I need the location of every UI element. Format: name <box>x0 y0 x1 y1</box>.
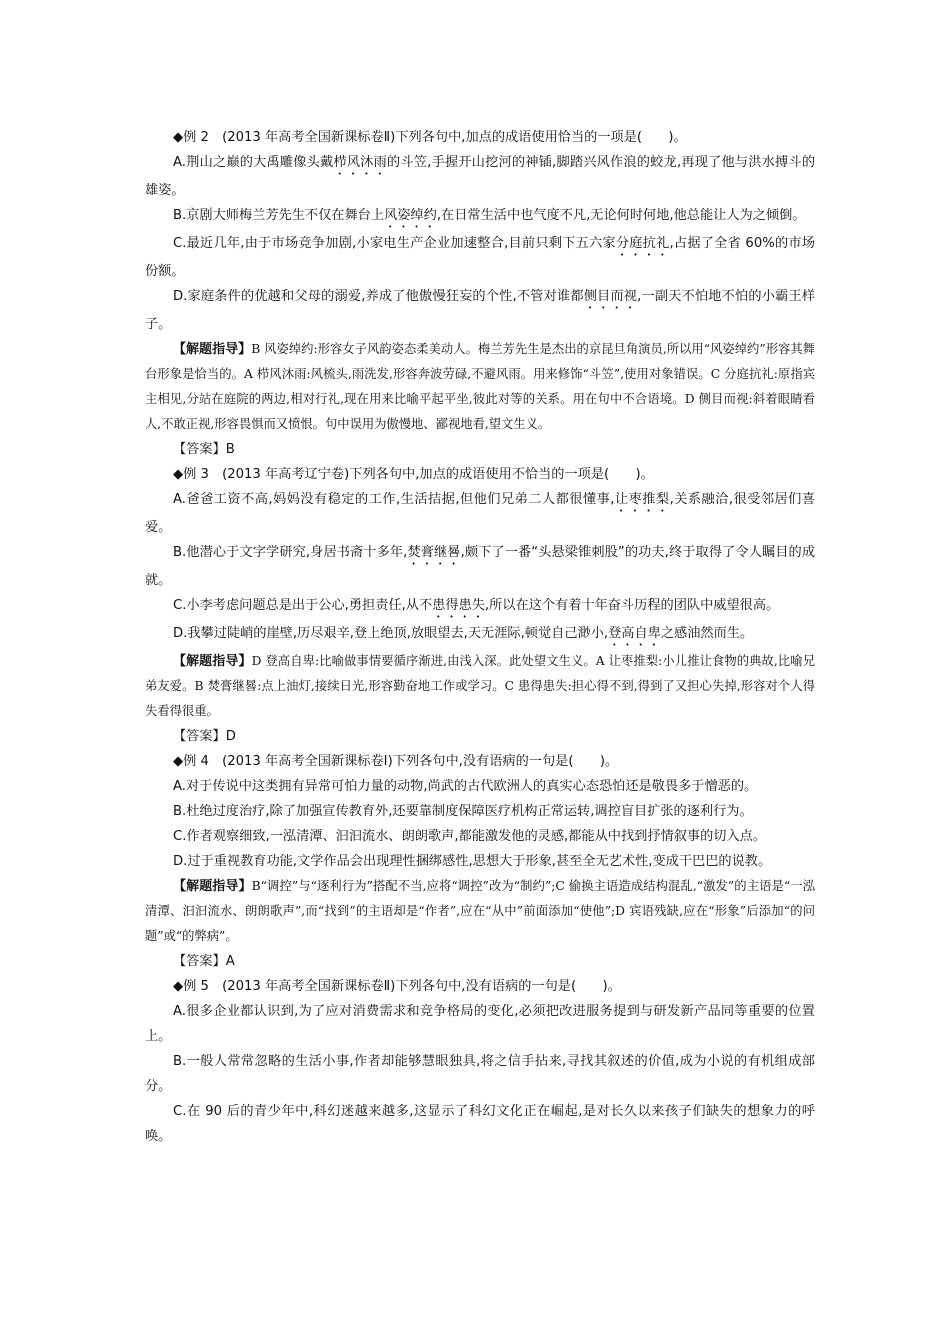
guide-label: 【解题指导】 <box>173 342 252 357</box>
example-4-option-d: D.过于重视教育功能,文学作品会出现理性捆绑感性,思想大于形象,甚至全无艺术性,变成干巴巴的说教。 <box>173 854 772 869</box>
option-text: D.我攀过陡峭的崖壁,历尽艰辛,登上绝顶,放眼望去,天无涯际,顿觉自己渺小, <box>173 626 609 641</box>
option-text: ,所以在这个有着十年奋斗历程的团队中威望很高。 <box>484 598 780 613</box>
example-3-option-c <box>145 593 815 621</box>
example-4-option-c: C.作者观察细致,一泓清潭、汩汩流水、朗朗歌声,都能激发他的灵感,都能从中找到抒情叙事的切入点。 <box>173 829 767 844</box>
option-text: C.小李考虑问题总是出于公心,勇担责任,从 <box>173 598 419 613</box>
option-text: 的斗笠,手握开山挖河的神锸,脚踏兴风作浪的蛟龙,再现了他与洪水搏斗的雄姿。 <box>145 155 816 198</box>
example-2-option-b <box>145 203 815 231</box>
dotted-idiom: 让枣推梨 <box>614 492 670 507</box>
option-text: ,一副天不怕地不怕的小霸王样子。 <box>145 289 816 332</box>
example-4-guide <box>145 874 815 949</box>
example-4-answer <box>145 949 815 974</box>
option-text: B.他潜心于文字学研究,身居书斋十多年, <box>173 545 408 560</box>
dotted-idiom: 分庭抗礼 <box>615 236 670 251</box>
answer-value: B <box>225 442 235 457</box>
example-3-question: ◆例 3 (2013 年高考辽宁卷)下列各句中,加点的成语使用不恰当的一项是( )。 <box>173 467 654 482</box>
option-text: C.最近几年,由于市场竞争加剧,小家电生产企业加速整合,目前只剩下五六家 <box>173 236 616 251</box>
option-text: A.荆山之巅的大禹雕像头戴 <box>173 155 334 170</box>
example-2-answer <box>145 437 815 462</box>
example-5-option-c: C.在 90 后的青少年中,科幻迷越来越多,这显示了科幻文化正在崛起,是对长久以来孩子们缺失的想象力的呼唤。 <box>145 1104 815 1144</box>
example-3-guide <box>145 649 815 724</box>
option-text: ,关系融洽,很受邻居们喜爱。 <box>145 492 816 535</box>
example-5-option-b: B.一般人常常忽略的生活小事,作者却能够慧眼独具,将之信手拈来,寻找其叙述的价值,成为小说的有机组成部分。 <box>145 1054 815 1094</box>
dotted-idiom: 风姿绰约 <box>384 208 437 223</box>
example-3-answer <box>145 724 815 749</box>
guide-text: B 风姿绰约:形容女子风韵姿态柔美动人。梅兰芳先生是杰出的京昆旦角演员,所以用“风姿绰约”形容其舞台形象是恰当的。A 栉风沐雨:风梳头,雨洗发,形容奔波劳碌,不避风雨。用来修饰“斗笠”,使用对象错误。C 分庭抗礼:原指宾主相见,分站在庭院的两边,相对行礼,现在用来比喻平起平坐,彼此对等的关系。用在句中不合语境。D 侧目而视:斜着眼睛看人,不敢正视,形容畏惧而又愤恨。句中误用为傲慢地、鄙视地看,望文生义。 <box>145 342 815 431</box>
example-4-option-a: A.对于传说中这类拥有异常可怕力量的动物,尚武的古代欧洲人的真实心态恐怕还是敬畏多于憎恶的。 <box>173 779 758 794</box>
option-text: B.京剧大师梅兰芳先生不仅在舞台上 <box>173 208 385 223</box>
answer-label: 【答案】 <box>173 729 226 744</box>
example-2-option-c <box>145 231 815 284</box>
answer-label: 【答案】 <box>173 954 226 969</box>
example-2-option-a <box>145 150 815 203</box>
guide-text: D 登高自卑:比喻做事情要循序渐进,由浅入深。此处望文生义。A 让枣推梨:小儿推让食物的典故,比喻兄弟友爱。B 焚膏继晷:点上油灯,接续日光,形容勤奋地工作或学习。C 患得患失:担心得不到,得到了又担心失掉,形容对个人得失看得很重。 <box>145 654 815 718</box>
dotted-idiom: 栉风沐雨 <box>333 155 388 170</box>
option-text: ,颇下了一番“头悬梁锥刺股”的功夫,终于取得了令人瞩目的成就。 <box>145 545 816 588</box>
guide-text: B“调控”与“逐利行为”搭配不当,应将“调控”改为“制约”;C 偷换主语造成结构混乱,“激发”的主语是“一泓清潭、汩汩流水、朗朗歌声”,而“找到”的主语却是“作者”,应在“从中”前面添加“使他”;D 宾语残缺,应在“形象”后添加“的问题”或“的弊病”。 <box>145 879 815 943</box>
guide-label: 【解题指导】 <box>173 654 252 669</box>
option-text: 之感油然而生。 <box>660 626 754 641</box>
example-2-question: ◆例 2 (2013 年高考全国新课标卷Ⅱ)下列各句中,加点的成语使用恰当的一项是( )。 <box>173 130 687 145</box>
answer-label: 【答案】 <box>173 442 226 457</box>
option-text: D.家庭条件的优越和父母的溺爱,养成了他傲慢狂妄的个性,不管对谁都 <box>173 289 584 304</box>
option-text: A.爸爸工资不高,妈妈没有稳定的工作,生活拮据,但他们兄弟二人都很懂事, <box>173 492 615 507</box>
document-body <box>145 125 815 1149</box>
example-5-question: ◆例 5 (2013 年高考全国新课标卷Ⅱ)下列各句中,没有语病的一句是( )。 <box>173 979 621 994</box>
example-3-option-a <box>145 487 815 540</box>
dotted-idiom: 患得患失 <box>432 598 485 613</box>
example-5-option-a: A.很多企业都认识到,为了应对消费需求和竞争格局的变化,必须把改进服务提到与研发新产品同等重要的位置上。 <box>145 1004 815 1044</box>
example-4-option-b: B.杜绝过度治疗,除了加强宣传教育外,还要靠制度保障医疗机构正常运转,调控盲目扩张的逐利行为。 <box>173 804 753 819</box>
guide-label: 【解题指导】 <box>173 879 252 894</box>
dotted-idiom: 登高自卑 <box>608 626 661 641</box>
answer-value: A <box>225 954 235 969</box>
option-text: ,占据了全省 60%的市场份额。 <box>145 236 815 279</box>
answer-value: D <box>225 729 236 744</box>
option-text: 不 <box>418 598 433 613</box>
example-3-option-b <box>145 540 815 593</box>
option-text: ,在日常生活中也气度不凡,无论何时何地,他总能让人为之倾倒。 <box>436 208 806 223</box>
example-2-guide <box>145 337 815 437</box>
example-3-option-d <box>145 621 815 649</box>
dotted-idiom: 焚膏继晷 <box>407 545 461 560</box>
example-4-question: ◆例 4 (2013 年高考全国新课标卷Ⅰ)下列各句中,没有语病的一句是( )。 <box>173 754 619 769</box>
example-2-option-d <box>145 284 815 337</box>
dotted-idiom: 侧目而视 <box>583 289 638 304</box>
